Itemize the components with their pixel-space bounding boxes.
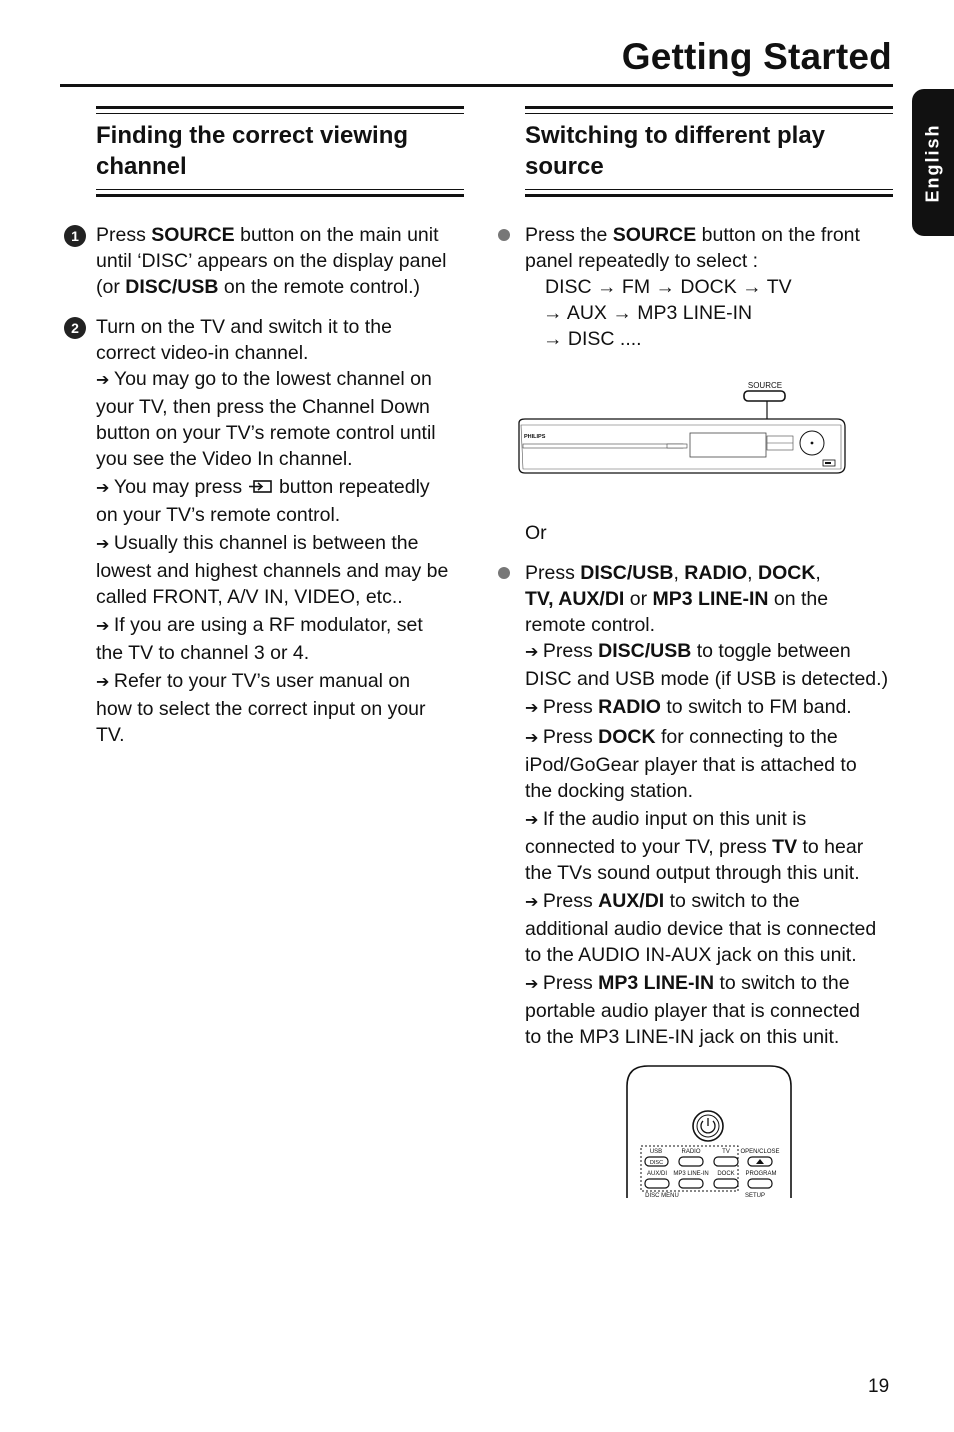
mp3-line-in-button [679,1179,703,1188]
device-front-panel-illustration [515,375,850,480]
svg-text:PROGRAM: PROGRAM [745,1171,777,1177]
page-title: Getting Started [621,36,892,77]
arrow-right-icon: ➔ [525,976,543,993]
language-tab [912,89,954,236]
step-1-text: Press SOURCE button on the main unit until ‘DISC’ appears on the display panel (or DISC/USB on the remote control.) [96,224,447,298]
title-rule [60,84,893,87]
aux-di-button [645,1179,669,1188]
remote-control-illustration [624,1064,794,1200]
svg-text:MP3 LINE-IN: MP3 LINE-IN [673,1171,709,1177]
bullet-icon [498,229,510,241]
right-heading-rule-bottom [525,189,893,197]
step-number-2: 2 [64,317,86,339]
arrow-right-icon: ➔ [525,812,543,829]
arrow-right-icon: ➔ [525,700,543,717]
source-label: SOURCE [747,381,783,390]
left-heading-line: Finding the correct viewing [96,122,409,149]
bullet-1-text: Press the SOURCE button on the front panel repeatedly to select : DISC → FM → DOCK → TV → AUX → MP3 LINE-IN → DISC .... [525,224,860,350]
arrow-right-icon: ➔ [525,730,543,747]
right-heading-line: Switching to different play [525,122,826,149]
arrow-right-icon: ➔ [96,536,114,553]
or-text: Or [525,522,547,544]
svg-text:AUX/DI: AUX/DI [646,1171,668,1177]
arrow-right-icon: ➔ [525,644,543,661]
svg-text:OPEN/CLOSE: OPEN/CLOSE [740,1149,780,1155]
step-2-text: Turn on the TV and switch it to the correct video-in channel. ➔ You may go to the lowest channel on your TV, then press the Channel Down button on your TV’s remote control until you see the Video In channel. ➔ You may press button repeatedly on your TV’s remote control. ➔ Usually this channel is between the lowest and highest channels and may be called FRONT, A/V IN, VIDEO, etc.. ➔ If you are using a RF modulator, set the TV to channel 3 or 4. ➔ Refer to your TV’s user manual on how to select the correct input on your TV. [96,316,449,746]
right-section-heading [525,120,825,182]
arrow-right-icon: ➔ [96,674,114,691]
right-heading-line: source [525,153,604,180]
svg-text:RADIO: RADIO [681,1149,701,1155]
arrow-right-icon: ➔ [96,372,114,389]
source-button-callout [744,391,785,401]
page-number: 19 [868,1376,890,1397]
brand-label: PHILIPS [524,434,546,440]
input-source-icon [248,477,274,495]
arrow-right-icon: ➔ [96,480,114,497]
svg-text:DISC MENU: DISC MENU [645,1193,679,1199]
program-button [748,1179,772,1188]
left-section-heading [96,120,408,182]
left-heading-rule-top [96,106,464,114]
step-number-1: 1 [64,225,86,247]
right-heading-rule-top [525,106,893,114]
tv-button [714,1157,738,1166]
arrow-right-icon: ➔ [525,894,543,911]
svg-text:USB: USB [649,1149,663,1155]
svg-text:SETUP: SETUP [744,1193,766,1199]
language-tab-label: English [922,122,943,203]
svg-text:TV: TV [722,1149,730,1155]
arrow-right-icon: ➔ [96,618,114,635]
left-heading-line: channel [96,153,187,180]
left-heading-rule-bottom [96,189,464,197]
bullet-icon [498,567,510,579]
dock-button [714,1179,738,1188]
bullet-2-text: Press DISC/USB, RADIO, DOCK, TV, AUX/DI or MP3 LINE-IN on the remote control. ➔ Press DISC/USB to toggle between DISC and USB mode (if USB is detected.) ➔ Press RADIO to switch to FM band. ➔ Press DOCK for connecting to the iPod/GoGear player that is attached to the docking station. ➔ If the audio input on this unit is connected to your TV, press TV to hear the TVs sound output through this unit. ➔ Press AUX/DI to switch to the additional audio device that is connected to the AUDIO IN-AUX jack on this unit. ➔ Press MP3 LINE-IN to switch to the portable audio player that is connected to the MP3 LINE-IN jack on this unit. [525,562,889,1048]
radio-button [679,1157,703,1166]
svg-text:DOCK: DOCK [717,1171,735,1177]
svg-text:DISC: DISC [649,1160,664,1166]
